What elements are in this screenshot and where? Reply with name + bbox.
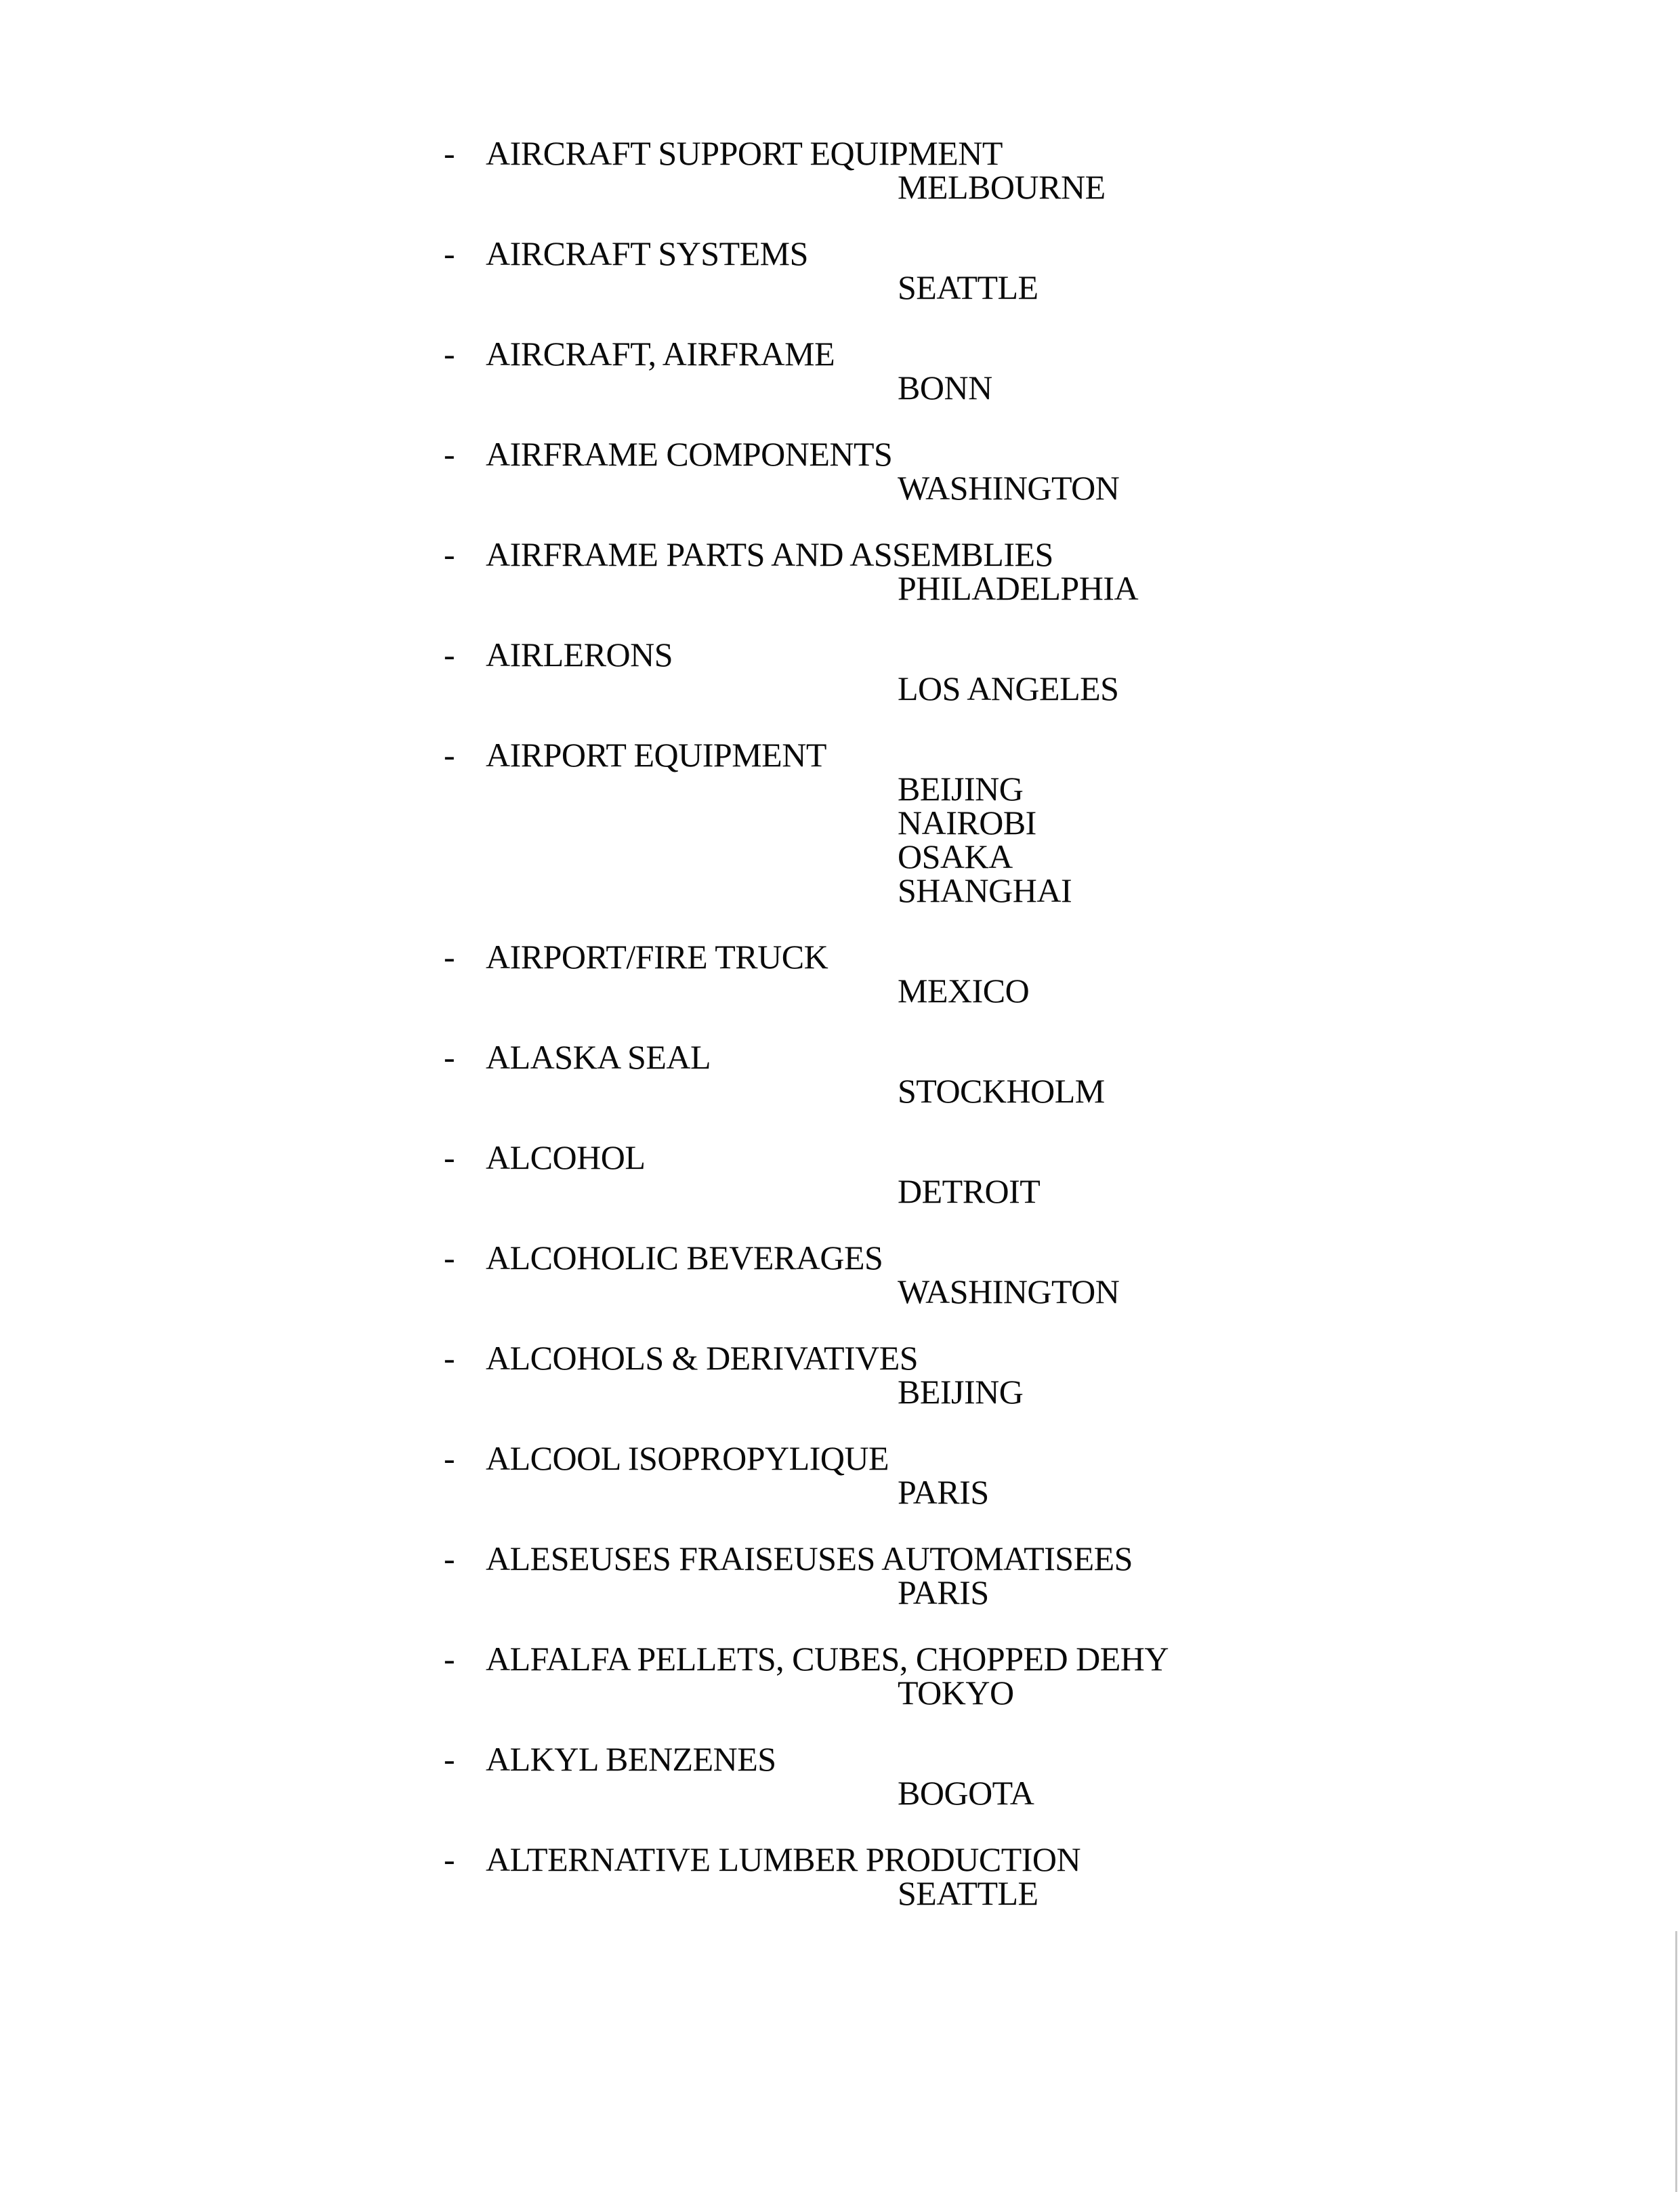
subject-label: AIRLERONS (486, 636, 673, 674)
subject-label: AIRCRAFT SYSTEMS (486, 234, 808, 272)
city-label: BEIJING (898, 1373, 1024, 1411)
city-label: BOGOTA (898, 1774, 1034, 1812)
bullet-dash: - (444, 234, 455, 272)
city-list (444, 1074, 1338, 1108)
bullet-dash: - (444, 1840, 455, 1878)
city-label: STOCKHOLM (898, 1072, 1105, 1110)
list-item-head (444, 537, 1338, 571)
list-item-head (444, 738, 1338, 772)
city-label: NAIROBI (898, 804, 1036, 842)
city-label: PHILADELPHIA (898, 569, 1139, 607)
bullet-dash: - (444, 1038, 455, 1076)
list-item (444, 537, 1338, 605)
list-item (444, 738, 1338, 907)
list-item (444, 1040, 1338, 1108)
bullet-dash: - (444, 1138, 455, 1176)
bullet-dash: - (444, 1339, 455, 1377)
list-item (444, 1642, 1338, 1710)
list-item-head (444, 1842, 1338, 1876)
city-label: DETROIT (898, 1172, 1041, 1210)
list-item (444, 337, 1338, 405)
bullet-dash: - (444, 938, 455, 976)
city-list (444, 270, 1338, 304)
bullet-dash: - (444, 1239, 455, 1277)
bullet-dash: - (444, 335, 455, 373)
city-label: WASHINGTON (898, 1273, 1120, 1310)
subject-label: ALASKA SEAL (486, 1038, 711, 1076)
subject-label: AIRCRAFT, AIRFRAME (486, 335, 835, 373)
subject-label: AIRPORT/FIRE TRUCK (486, 938, 828, 976)
subject-label: ALCOHOLIC BEVERAGES (486, 1239, 883, 1277)
city-label: TOKYO (898, 1674, 1014, 1712)
city-list (444, 1275, 1338, 1308)
bullet-dash: - (444, 134, 455, 172)
city-list (444, 772, 1338, 907)
list-item-head (444, 1441, 1338, 1475)
bullet-dash: - (444, 736, 455, 774)
bullet-dash: - (444, 535, 455, 573)
city-label: MEXICO (898, 972, 1030, 1010)
city-label: LOS ANGELES (898, 669, 1119, 707)
list-item (444, 638, 1338, 705)
bullet-dash: - (444, 435, 455, 473)
list-item-head (444, 236, 1338, 270)
subject-label: ALKYL BENZENES (486, 1740, 776, 1778)
list-item (444, 1842, 1338, 1910)
list-item-head (444, 1742, 1338, 1776)
bullet-dash: - (444, 1640, 455, 1678)
city-list (444, 471, 1338, 505)
city-list (444, 1174, 1338, 1208)
bullet-dash: - (444, 1539, 455, 1577)
list-item-head (444, 437, 1338, 471)
list-item-head (444, 1539, 1338, 1577)
list-item-head (444, 1341, 1338, 1375)
city-label: SEATTLE (898, 268, 1038, 306)
list-item-head (444, 337, 1338, 371)
city-label: BEIJING (898, 770, 1024, 808)
bullet-dash: - (444, 1439, 455, 1477)
city-list (444, 1876, 1338, 1910)
list-item-head (444, 940, 1338, 974)
subject-city-list (444, 136, 1338, 1943)
subject-label: ALCOHOL (486, 1138, 646, 1176)
subject-label: ALESEUSES FRAISEUSES AUTOMATISEES (486, 1539, 1133, 1577)
subject-label: AIRPORT EQUIPMENT (486, 736, 826, 774)
city-label: WASHINGTON (898, 469, 1120, 507)
list-item-head (444, 136, 1338, 170)
city-list (444, 1575, 1338, 1609)
list-item (444, 437, 1338, 505)
city-list (444, 974, 1338, 1008)
city-label: SHANGHAI (898, 871, 1072, 909)
city-list (444, 1776, 1338, 1810)
subject-label: AIRFRAME COMPONENTS (486, 435, 893, 473)
list-item (444, 1241, 1338, 1308)
city-list (444, 1676, 1338, 1710)
list-item-head (444, 1040, 1338, 1074)
list-item (444, 1140, 1338, 1208)
city-label: PARIS (898, 1573, 989, 1611)
list-item (444, 236, 1338, 304)
city-list (444, 371, 1338, 405)
list-item-head (444, 636, 1338, 674)
subject-label: ALFALFA PELLETS, CUBES, CHOPPED DEHY (486, 1640, 1169, 1678)
subject-label: AIRFRAME PARTS AND ASSEMBLIES (486, 535, 1053, 573)
subject-label: ALTERNATIVE LUMBER PRODUCTION (486, 1840, 1081, 1878)
scan-edge-line (1675, 1931, 1677, 2192)
city-list (444, 671, 1338, 705)
city-label: SEATTLE (898, 1874, 1038, 1912)
city-label: MELBOURNE (898, 168, 1106, 206)
list-item (444, 1441, 1338, 1509)
city-list (444, 1475, 1338, 1509)
city-list (444, 571, 1338, 605)
subject-label: ALCOHOLS & DERIVATIVES (486, 1339, 919, 1377)
list-item-head (444, 1140, 1338, 1174)
city-label: PARIS (898, 1473, 989, 1511)
city-list (444, 170, 1338, 204)
list-item (444, 940, 1338, 1008)
city-label: BONN (898, 369, 992, 407)
list-item (444, 1341, 1338, 1409)
list-item (444, 1539, 1338, 1611)
list-item (444, 1742, 1338, 1810)
list-item-head (444, 1241, 1338, 1275)
subject-label: AIRCRAFT SUPPORT EQUIPMENT (486, 134, 1003, 172)
bullet-dash: - (444, 1740, 455, 1778)
city-label: OSAKA (898, 837, 1013, 875)
list-item (444, 136, 1338, 204)
list-item-head (444, 1642, 1338, 1676)
subject-label: ALCOOL ISOPROPYLIQUE (486, 1439, 889, 1477)
city-list (444, 1375, 1338, 1409)
bullet-dash: - (444, 636, 455, 674)
